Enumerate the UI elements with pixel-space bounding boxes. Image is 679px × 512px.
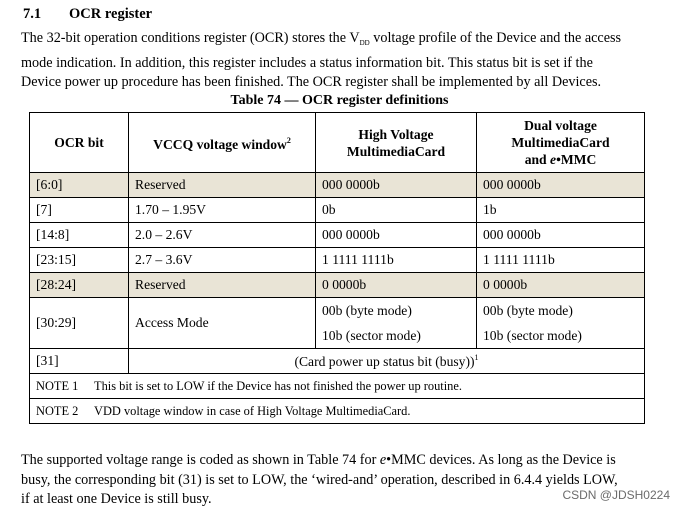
status-bit-text: (Card power up status bit (busy)) <box>294 353 475 369</box>
header-vccq-text: VCCQ voltage window <box>153 137 287 152</box>
cell-bit: [7] <box>30 198 129 223</box>
cell-dual: 000 0000b <box>477 223 645 248</box>
header-vccq <box>129 113 316 173</box>
cell-vccq: 1.70 – 1.95V <box>129 198 316 223</box>
header-high-voltage <box>316 113 477 173</box>
header-dual-and: and <box>524 152 551 167</box>
cell-hv: 000 0000b <box>316 173 477 198</box>
cell-hv: 0b <box>316 198 477 223</box>
cell-dual-sector-mode: 10b (sector mode) <box>483 328 582 343</box>
header-hv-line-2: MultimediaCard <box>346 143 446 159</box>
cell-dual: 0 0000b <box>477 273 645 298</box>
table-note-row <box>30 374 645 399</box>
header-vccq-footnote: 2 <box>286 136 291 145</box>
cell-bit: [23:15] <box>30 248 129 273</box>
csdn-watermark: CSDN @JDSH0224 <box>562 488 670 502</box>
table-row <box>30 248 645 273</box>
cell-dual-byte-mode: 00b (byte mode) <box>483 303 573 318</box>
note-text: This bit is set to LOW if the Device has not finished the power up routine. <box>94 378 462 393</box>
table-row <box>30 198 645 223</box>
table-note-row <box>30 399 645 424</box>
table-caption: Table 74 — OCR register definitions <box>230 93 449 108</box>
outro-line-3: if at least one Device is still busy. <box>21 491 212 507</box>
intro-line-1 <box>21 29 661 54</box>
outro-e: e <box>379 452 387 468</box>
cell-hv: 000 0000b <box>316 223 477 248</box>
header-dual-line-1: Dual voltage <box>524 118 597 133</box>
table-header-row <box>30 113 645 173</box>
header-hv-line-1: High Voltage <box>358 126 434 142</box>
cell-vccq: Access Mode <box>129 298 316 349</box>
status-bit-footnote: 1 <box>474 352 479 362</box>
section-heading <box>23 6 152 23</box>
intro-line-2: mode indication. In addition, this register includes a status information bit. This status bit is set if the <box>21 54 593 71</box>
outro-line-1 <box>21 451 661 471</box>
cell-vccq: Reserved <box>129 173 316 198</box>
intro-text-a: The 32-bit operation conditions register (OCR) stores the V <box>21 30 360 46</box>
vdd-subscript: DD <box>359 39 370 47</box>
cell-bit: [28:24] <box>30 273 129 298</box>
cell-hv: 1 1111 1111b <box>316 248 477 273</box>
cell-bit: [14:8] <box>30 223 129 248</box>
header-dual-line-2: MultimediaCard <box>511 135 610 150</box>
section-title: OCR register <box>69 6 153 22</box>
note-label: NOTE 2 <box>36 403 79 418</box>
note-label: NOTE 1 <box>36 378 79 393</box>
header-dual-mmc: •MMC <box>556 152 597 167</box>
cell-bit: [31] <box>30 349 129 374</box>
table-row <box>30 273 645 298</box>
table-row <box>30 223 645 248</box>
outro-text-a: The supported voltage range is coded as shown in Table 74 for <box>21 452 380 468</box>
note-1 <box>30 374 645 399</box>
intro-text-b: voltage profile of the Device and the access <box>369 30 622 46</box>
cell-dual: 1b <box>477 198 645 223</box>
section-number: 7.1 <box>23 6 42 22</box>
outro-text-b: •MMC devices. As long as the Device is <box>386 452 616 468</box>
cell-hv: 0 0000b <box>316 273 477 298</box>
cell-dual <box>477 298 645 349</box>
cell-status-bit-desc <box>129 349 645 374</box>
note-text: VDD voltage window in case of High Voltage MultimediaCard. <box>94 403 411 418</box>
cell-vccq: 2.7 – 3.6V <box>129 248 316 273</box>
table-row <box>30 173 645 198</box>
cell-dual: 000 0000b <box>477 173 645 198</box>
header-dual-voltage <box>477 113 645 173</box>
header-dual-line-3 <box>483 151 638 168</box>
cell-hv <box>316 298 477 349</box>
intro-paragraph <box>21 29 661 93</box>
header-dual-e: e <box>550 152 557 167</box>
cell-vccq: 2.0 – 2.6V <box>129 223 316 248</box>
cell-dual: 1 1111 1111b <box>477 248 645 273</box>
intro-line-3: Device power up procedure has been finished. The OCR register shall be implemented by all Devices. <box>21 74 602 90</box>
cell-hv-byte-mode: 00b (byte mode) <box>322 303 412 318</box>
header-ocr-bit: OCR bit <box>30 113 129 173</box>
outro-line-2: busy, the corresponding bit (31) is set to LOW, the ‘wired-and’ operation, described in 6.4.4 yields LOW, <box>21 471 618 488</box>
table-row-access-mode <box>30 298 645 349</box>
table-row-bit-31 <box>30 349 645 374</box>
ocr-register-table <box>29 112 645 424</box>
cell-bit: [30:29] <box>30 298 129 349</box>
cell-hv-sector-mode: 10b (sector mode) <box>322 328 421 343</box>
note-2 <box>30 399 645 424</box>
cell-vccq: Reserved <box>129 273 316 298</box>
cell-bit: [6:0] <box>30 173 129 198</box>
